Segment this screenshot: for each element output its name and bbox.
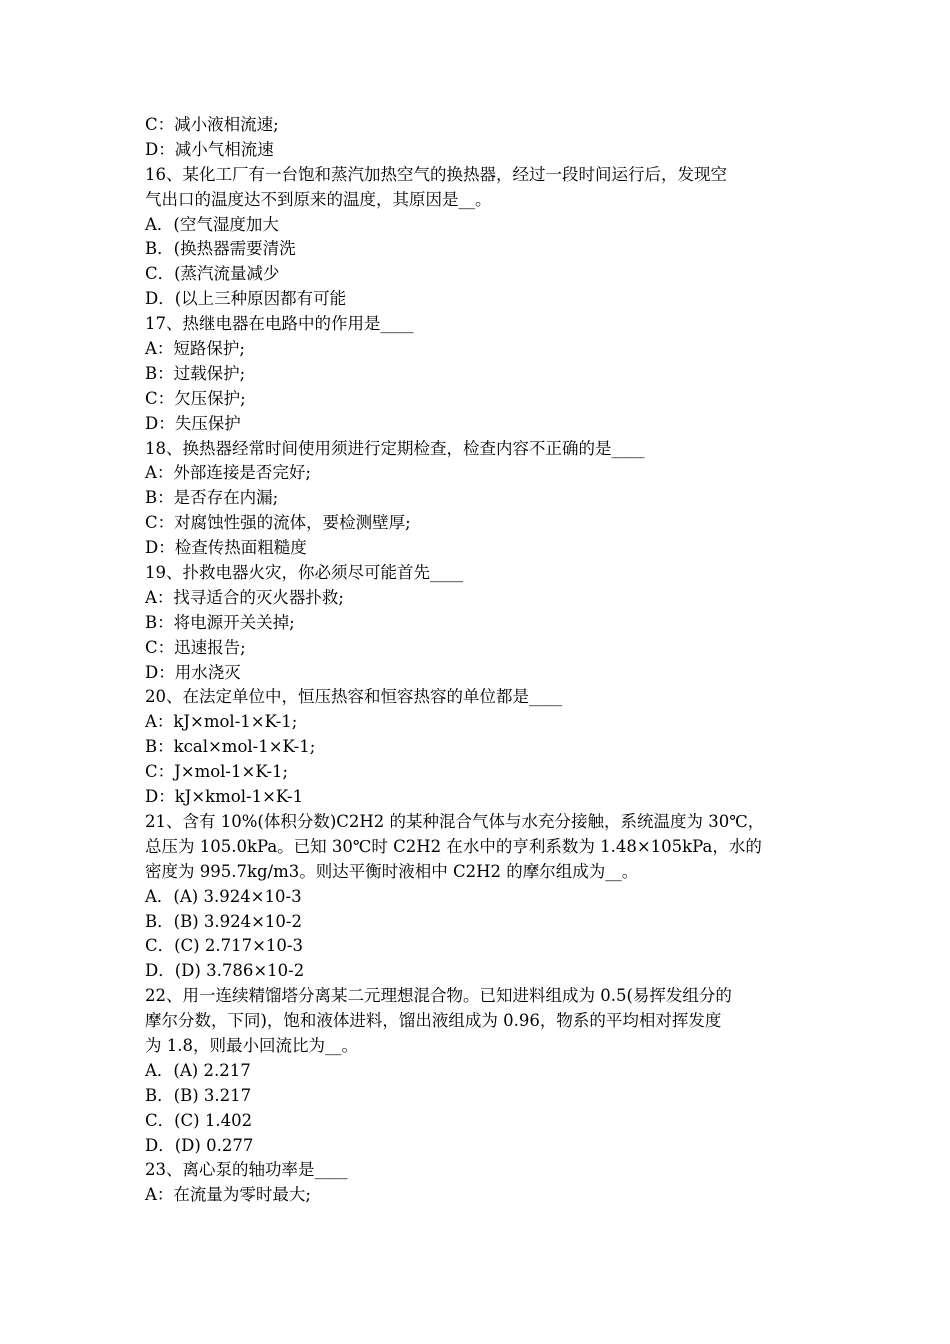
option-a: A：短路保护; — [145, 339, 245, 359]
option-a: A：在流量为零时最大; — [145, 1185, 311, 1205]
question-20 — [145, 685, 813, 809]
option-d: D：kJ×kmol-1×K-1 — [145, 787, 304, 807]
question-21 — [145, 810, 813, 984]
option-d: D．(D) 3.786×10-2 — [145, 961, 305, 981]
question-stem: 21、含有 10%(体积分数)C2H2 的某种混合气体与水充分接触，系统温度为 30℃， — [145, 811, 765, 831]
option-b: B．(换热器需要清洗 — [145, 239, 296, 259]
question-18 — [145, 437, 813, 561]
question-stem-continued: 为 1.8，则最小回流比为__。 — [145, 1035, 358, 1055]
document-page — [145, 113, 813, 1208]
question-stem-continued: 密度为 995.7kg/m3。则达平衡时液相中 C2H2 的摩尔组成为__。 — [145, 861, 639, 881]
option-d: D：减小气相流速 — [145, 139, 274, 159]
question-19 — [145, 561, 813, 685]
option-a: A．(空气湿度加大 — [145, 214, 279, 234]
question-stem: 17、热继电器在电路中的作用是____ — [145, 314, 414, 334]
question-stem: 23、离心泵的轴功率是____ — [145, 1160, 348, 1180]
option-d: D：用水浇灭 — [145, 662, 241, 682]
option-a: A：kJ×mol-1×K-1; — [145, 712, 298, 732]
option-c: C：减小液相流速; — [145, 115, 279, 134]
option-b: B：将电源开关关掉; — [145, 612, 295, 632]
option-d: D．(D) 0.277 — [145, 1135, 254, 1155]
question-stem-continued: 气出口的温度达不到原来的温度，其原因是__。 — [145, 189, 492, 209]
question-stem: 16、某化工厂有一台饱和蒸汽加热空气的换热器，经过一段时间运行后，发现空 — [145, 164, 727, 184]
option-c: C：对腐蚀性强的流体，要检测壁厚; — [145, 513, 411, 533]
option-a: A．(A) 3.924×10-3 — [145, 886, 302, 906]
option-c: C．(C) 1.402 — [145, 1110, 253, 1130]
option-b: B．(B) 3.217 — [145, 1085, 252, 1105]
question-stem: 19、扑救电器火灾，你必须尽可能首先____ — [145, 563, 463, 583]
option-c: C：J×mol-1×K-1; — [145, 762, 289, 782]
question-stem-continued: 总压为 105.0kPa。已知 30℃时 C2H2 在水中的亨利系数为 1.48×105kPa，水的 — [145, 836, 762, 856]
option-c: C：欠压保护; — [145, 388, 246, 408]
question-stem: 20、在法定单位中，恒压热容和恒容热容的单位都是____ — [145, 687, 562, 707]
option-c: C．(蒸汽流量减少 — [145, 264, 280, 284]
question-23 — [145, 1158, 813, 1208]
question-15 — [145, 113, 813, 163]
question-16 — [145, 163, 813, 312]
option-a: A：找寻适合的灭火器扑救; — [145, 587, 344, 607]
option-c: C：迅速报告; — [145, 637, 246, 657]
option-d: D：失压保护 — [145, 413, 241, 433]
option-b: B：过载保护; — [145, 363, 246, 383]
question-stem: 22、用一连续精馏塔分离某二元理想混合物。已知进料组成为 0.5(易挥发组分的 — [145, 986, 732, 1006]
option-d: D：检查传热面粗糙度 — [145, 538, 307, 558]
option-a: A．(A) 2.217 — [145, 1060, 251, 1080]
option-b: B：kcal×mol-1×K-1; — [145, 737, 316, 757]
option-a: A：外部连接是否完好; — [145, 463, 311, 483]
option-c: C．(C) 2.717×10-3 — [145, 936, 303, 956]
question-22 — [145, 984, 813, 1158]
question-17 — [145, 312, 813, 436]
option-b: B：是否存在内漏; — [145, 488, 279, 508]
option-b: B．(B) 3.924×10-2 — [145, 911, 302, 931]
question-stem-continued: 摩尔分数，下同)，饱和液体进料，馏出液组成为 0.96，物系的平均相对挥发度 — [145, 1011, 722, 1031]
question-stem: 18、换热器经常时间使用须进行定期检查，检查内容不正确的是____ — [145, 438, 645, 458]
option-d: D．(以上三种原因都有可能 — [145, 289, 347, 309]
